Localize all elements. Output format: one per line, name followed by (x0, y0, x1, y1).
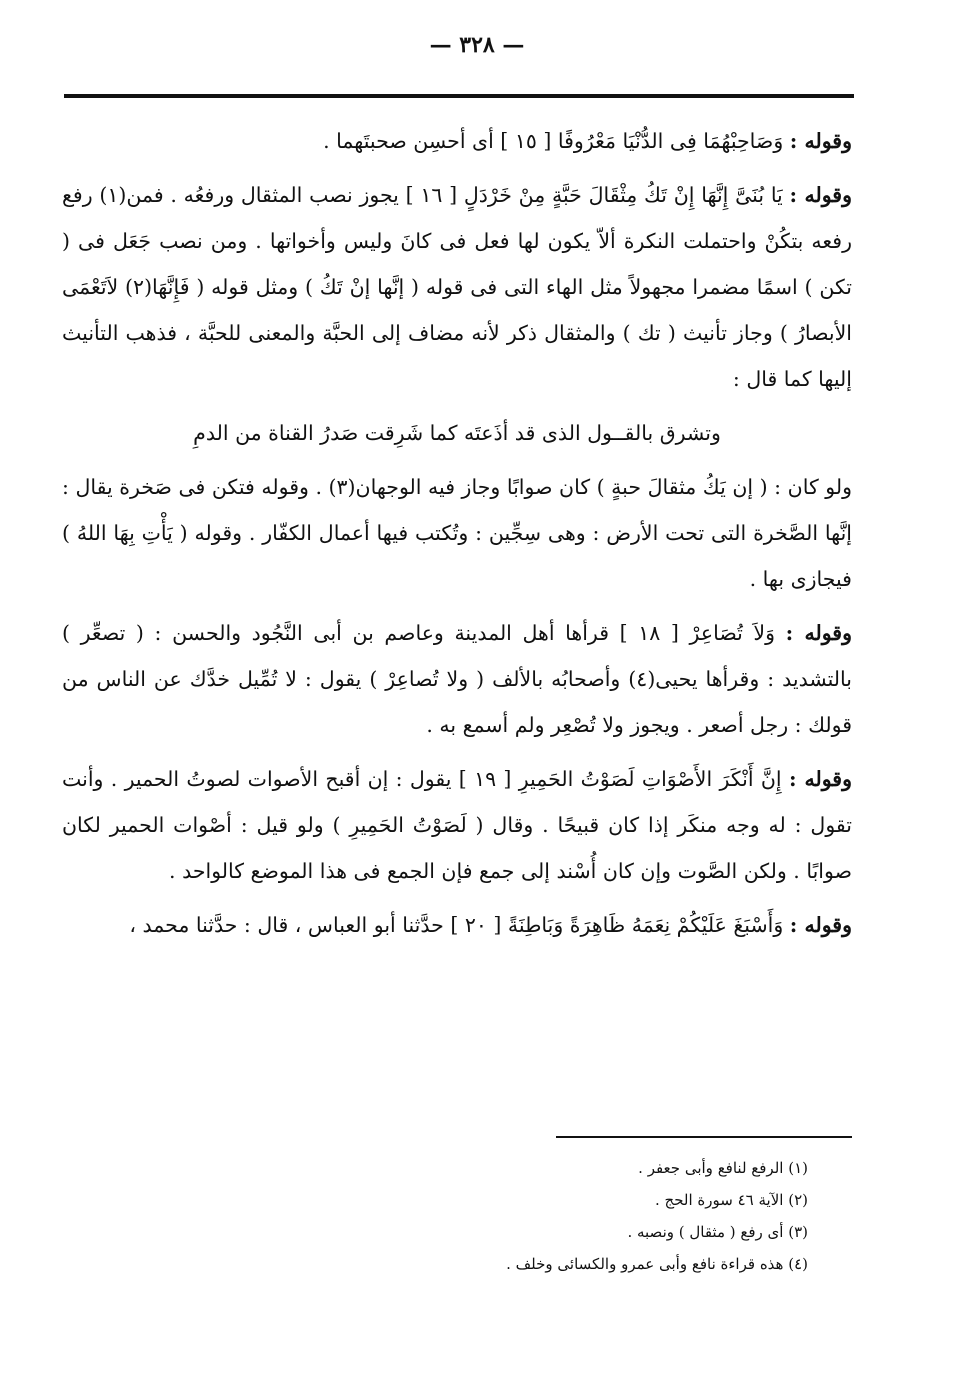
paragraph (62, 756, 852, 894)
paragraph-text: يَا بُنَىَّ إِنَّهَا إِنْ تَكُ مِثْقَالَ حَبَّةٍ مِنْ خَرْدَلٍ [ ١٦ ] يجوز نصب المثقال ورفعُه . فمن(١) رفع رفعه بتكُنْ واحتملت النكرة ألاّ يكون لها فعل فى كانَ وليس وأخواتها . ومن نصب جَعَل فى ( تكن ) اسمًا مضمرا مجهولاً مثل الهاء التى فى قوله ( إنَّها إنْ تَكُ ) ومثل قوله ( فَإِنَّهَا(٢) لاَتَعْمَى الأبصارُ ) وجاز تأنيث ( تك ) والمثقال ذكر لأنه مضاف إلى الحبَّة والمعنى للحبَّة ، فذهب التأنيث إليها كما قال : (62, 183, 852, 391)
paragraph (62, 902, 852, 948)
footnote: (٢) الآية ٤٦ سورة الحج . (655, 1191, 808, 1209)
poetry-verse: وتشرق بالقــول الذى قد أذَعتَه كما شَرِقت صَدرُ القناة من الدمِ (193, 421, 721, 445)
header-rule (64, 94, 854, 98)
footnote: (١) الرفع لنافع وأبى جعفر . (638, 1159, 808, 1177)
paragraph-lead: وقوله : (788, 767, 852, 791)
paragraph-lead: وقوله : (789, 183, 852, 207)
paragraph-text: وَأَسْبَغَ عَلَيْكُمْ نِعَمَهُ ظَاهِرَةً وَبَاطِنَةً [ ٢٠ ] حدَّثنا أبو العباس ، قال : حدَّثنا محمد ، (129, 913, 784, 937)
paragraph (62, 118, 852, 164)
paragraph-text: وَصَاحِبْهُمَا فِى الدُّنْيَا مَعْرُوفًا [ ١٥ ] أى أحسِن صحبتَهما . (323, 129, 784, 153)
paragraph-text: وَلاَ تُصَاعِرْ [ ١٨ ] قرأها أهل المدينة وعاصم بن أبى النَّجُود والحسن : ( تصعِّر ) بالتشديد : وقرأها يحيى(٤) وأصحابُه بالألف ( ولا تُصاعِرْ ) يقول : لا تُمِّيل خدَّك عن الناس من قولك : رجل أصعر . ويجوز ولا تُصْعِر ولم أسمع به . (62, 621, 852, 737)
paragraph (62, 464, 852, 602)
paragraph-lead: وقوله : (785, 621, 852, 645)
paragraph (62, 172, 852, 402)
paragraph-lead: وقوله : (789, 913, 852, 937)
footnotes (100, 1152, 808, 1280)
footnote-rule (556, 1136, 852, 1138)
footnote: (٤) هذه قراءة نافع وأبى عمرو والكسائى وخلف . (506, 1255, 808, 1273)
paragraph-lead: وقوله : (789, 129, 852, 153)
body-text (62, 118, 852, 956)
paragraph-text: ولو كان : ( إن يَكُ مثقالَ حبةٍ ) كان صوابًا وجاز فيه الوجهان(٣) . وقوله فتكن فى صَخرة يقال : إنَّها الصَّخرة التى تحت الأرض : وهى سِجِّين : وتُكتب فيها أعمال الكفّار . وقوله ( يَأْتِ بِهَا اللهُ ) فيجازى بها . (62, 475, 852, 591)
page-number: — ٣٢٨ — (429, 32, 525, 58)
paragraph (62, 610, 852, 748)
paragraph-text: إِنَّ أَنْكَرَ الأَصْوَاتِ لَصَوْتُ الحَمِيرِ [ ١٩ ] يقول : إن أقبح الأصوات لصوتُ الحمير . وأنت تقول : له وجه منكَر إذا كان قبيحًا . وقال ( لَصَوْتُ الحَمِيرِ ) ولو قيل : أصْوات الحمير لكان صوابًا . ولكن الصَّوت وإن كان أُسْند إلى جمع فإن الجمع فى هذا الموضع كالواحد . (62, 767, 852, 883)
footnote: (٣) أى رفع ( مثقال ) ونصبه . (627, 1223, 808, 1241)
